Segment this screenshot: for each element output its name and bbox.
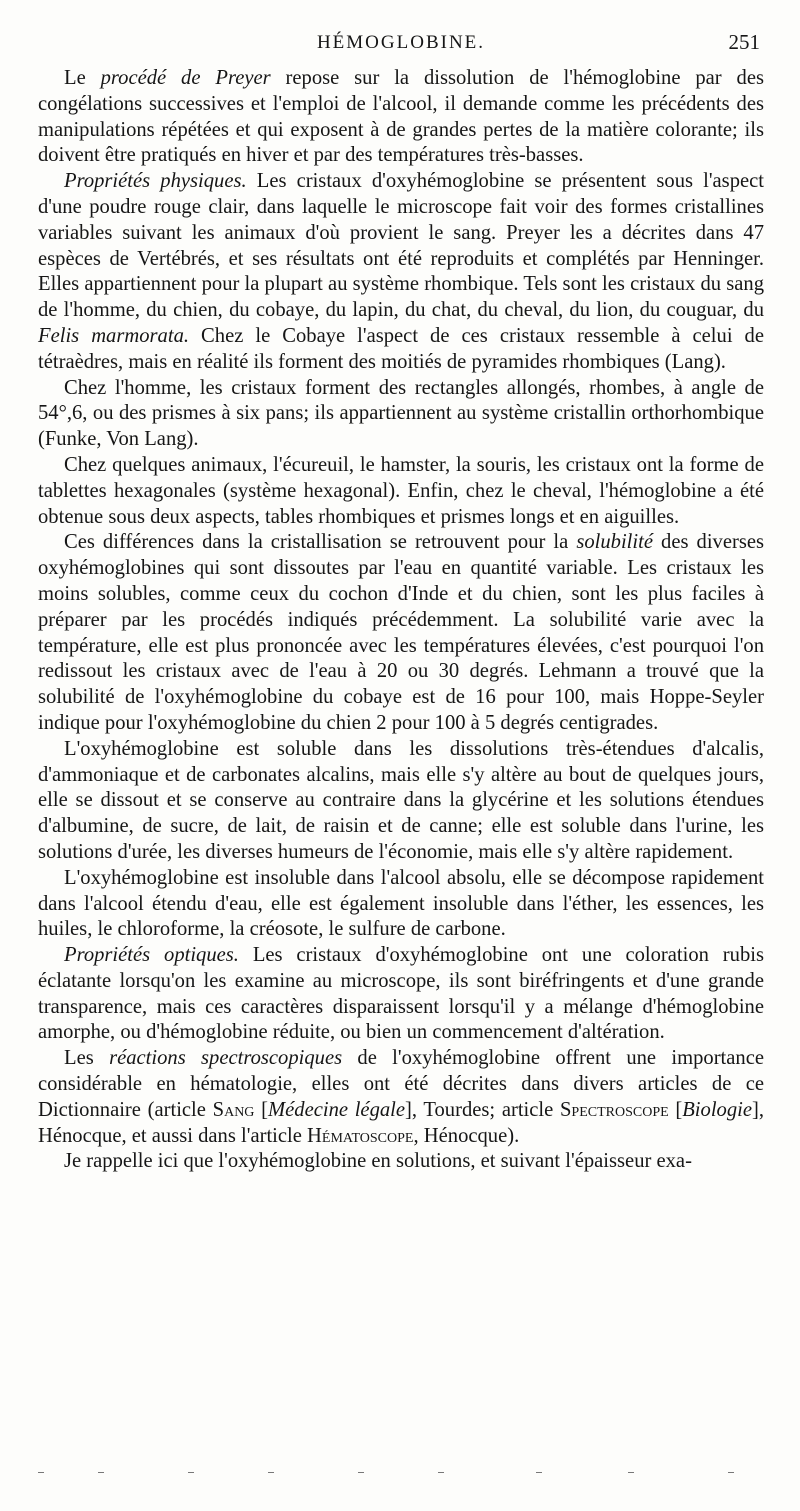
text-run: , Hénocque). [413, 1124, 520, 1147]
text-run: Le [64, 67, 101, 89]
text-run: repose sur la dissolution de l'hémoglobine par des congélations successives et l'emploi de l'alcool, il demande comme les précédents des manipulations répétées et qui exposent à de grandes pertes de la matière colorante; ils doivent être pratiqués en hiver et par des températures très-basses. [38, 67, 764, 167]
text-run: Chez quelques animaux, l'écureuil, le hamster, la souris, les cristaux ont la forme de tablettes hexagonales (système hexagonal). Enfin, chez le cheval, l'hémoglobine a été obtenue sous deux aspects, tables rhombiques et prismes longs et en aiguilles. [38, 453, 764, 528]
text-run: Je rappelle ici que l'oxyhémoglobine en solutions, et suivant l'épaisseur exa- [64, 1150, 692, 1173]
text-run: L'oxyhémoglobine est soluble dans les dissolutions très-étendues d'alcalis, d'ammoniaque et de carbonates alcalins, mais elle s'y altère au bout de quelques jours, elle se dissout et se conserve au contraire dans la glycérine et les solutions étendues d'albumine, de sucre, de lait, de raisin et de canne; elle est soluble dans l'urine, les solutions d'urée, les diverses humeurs de l'économie, mais elle s'y altère rapidement. [38, 737, 764, 863]
text-run: Les cristaux d'oxyhémoglobine se présentent sous l'aspect d'une poudre rouge clair, dans laquelle le microscope fait voir des formes cristallines variables suivant les animaux d'où provient le sang. Preyer les a décrites dans 47 espèces de Vertébrés, et ses résultats ont été reproduits et complétés par Henninger. Elles appartiennent pour la plupart au système rhombique. Tels sont les cristaux du sang de l'homme, du chien, du cobaye, du lapin, du chat, du cheval, du lion, du couguar, du [38, 170, 764, 322]
paragraph-spectroscopic-reactions [38, 1046, 764, 1149]
paragraph-preyer-procedure [38, 66, 764, 169]
small-caps-run: Spectroscope [559, 1098, 669, 1121]
text-run: Les cristaux d'oxyhémoglobine ont une coloration rubis éclatante lorsqu'on les examine au microscope, ils sont biréfringents et d'une grande transparence, mais ces caractères disparaissent lorsqu'il y a mélange d'hémoglobine amorphe, ou d'hémoglobine réduite, ou bien un commencement d'altération. [38, 944, 764, 1044]
paragraph-solutions-thickness [38, 1149, 764, 1175]
page-header [38, 28, 764, 58]
text-run: ], Tourdes; article [405, 1098, 560, 1121]
text-run: de l'oxyhémoglobine offrent une importance considérable en hématologie, elles ont été décrites dans divers articles de ce Dictionnaire (article [38, 1047, 764, 1121]
italic-run: réactions spectroscopiques [109, 1047, 343, 1070]
italic-run: Biologie [682, 1098, 752, 1121]
paragraph-physical-properties [38, 169, 764, 375]
page-number: 251 [728, 30, 760, 54]
paragraph-alcohol-insolubility [38, 866, 764, 943]
paragraph-alkali-solubility [38, 737, 764, 866]
paragraph-solubility [38, 530, 764, 736]
text-run: [ [254, 1098, 268, 1121]
small-caps-run: Hématoscope [307, 1124, 414, 1147]
text-run: Chez l'homme, les cristaux forment des rectangles allongés, rhombes, à angle de 54°,6, ou des prismes à six pans; ils appartiennent au système cristallin orthorhombique (Funke, Von Lang). [38, 376, 764, 451]
italic-run: solubilité [576, 531, 653, 554]
italic-run: Médecine légale [267, 1098, 406, 1121]
paragraph-animal-crystals [38, 453, 764, 530]
bottom-print-marks [36, 1472, 764, 1474]
text-run: [ [668, 1098, 683, 1121]
text-run: Chez le Cobaye l'aspect de ces cristaux ressemble à celui de tétraèdres, mais en réalité ils forment des moitiés de pyramides rhombiques (Lang). [38, 324, 764, 373]
italic-run: Propriétés optiques. [64, 944, 239, 967]
paragraph-human-crystals [38, 376, 764, 453]
text-run: Ces différences dans la cristallisation se retrouvent pour la [64, 531, 577, 554]
body-text [38, 66, 764, 1175]
running-title: HÉMOGLOBINE. [316, 32, 486, 53]
text-run: L'oxyhémoglobine est insoluble dans l'alcool absolu, elle se décompose rapidement dans l'alcool étendu d'eau, elle est également insoluble dans l'éther, les essences, les huiles, le chloroforme, la créosote, le sulfure de carbone. [38, 866, 764, 941]
text-run: des diverses oxyhémoglobines qui sont dissoutes par l'eau en quantité variable. Les cristaux les moins solubles, comme ceux du cochon d'Inde et du chien, sont les plus faciles à préparer par les procédés indiqués précédemment. La solubilité varie avec la température, elle est plus prononcée avec les températures élevées, c'est pourquoi l'on redissout les cristaux avec de l'eau à 20 ou 30 degrés. Lehmann a trouvé que la solubilité de l'oxyhémoglobine du cobaye est de 16 pour 100, mais Hoppe-Seyler indique pour l'oxyhémoglobine du chien 2 pour 100 à 5 degrés centigrades. [38, 531, 765, 734]
text-run: ], Hénocque, et aussi dans l'article [38, 1098, 765, 1147]
text-run: Les [64, 1047, 110, 1070]
italic-run: Felis marmorata. [38, 324, 190, 347]
paragraph-optical-properties [38, 943, 764, 1046]
small-caps-run: Sang [212, 1098, 255, 1121]
italic-run: procédé de Preyer [100, 67, 271, 89]
italic-run: Propriétés physiques. [64, 170, 247, 193]
